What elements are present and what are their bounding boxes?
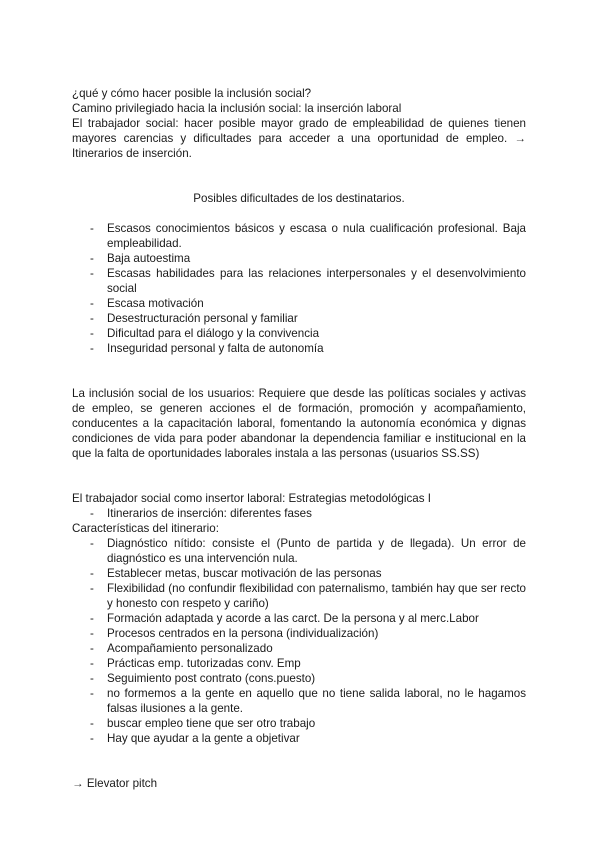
list-item: - Escasa motivación xyxy=(90,297,204,310)
caracteristicas-list xyxy=(72,536,526,746)
list-item: - Dificultad para el diálogo y la convivencia xyxy=(90,327,320,340)
list-item: - Prácticas emp. tutorizadas conv. Emp xyxy=(90,657,301,670)
list-item: - Flexibilidad (no confundir flexibilidad con paternalismo, también hay que ser recto y honesto con respeto y cariño) xyxy=(90,582,526,610)
list-item: - buscar empleo tiene que ser otro trabajo xyxy=(90,717,316,730)
list-item: - Formación adaptada y acorde a las carct. De la persona y al merc.Labor xyxy=(90,612,479,625)
inclusion-paragraph: La inclusión social de los usuarios: Requiere que desde las políticas sociales y activas de empleo, se generen acciones el de formación, promoción y acompañamiento, conducentes a la capacitación laboral, fomentando la autonomía económica y dignas condiciones de vida para poder abandonar la dependencia familiar e institucional en la que la falta de oportunidades laborales instala a las personas (usuarios SS.SS) xyxy=(72,387,526,460)
insertor-sub-list xyxy=(72,506,526,521)
list-item: - Seguimiento post contrato (cons.puesto) xyxy=(90,672,316,685)
list-item: - Hay que ayudar a la gente a objetivar xyxy=(90,732,300,745)
list-item: - Itinerarios de inserción: diferentes fases xyxy=(90,507,312,520)
dificultades-title: Posibles dificultades de los destinatarios. xyxy=(193,192,405,205)
intro-trabajador: El trabajador social: hacer posible mayor grado de empleabilidad de quienes tienen mayores carencias y dificultades para acceder a una oportunidad de empleo. → Itinerarios de inserción. xyxy=(72,117,526,160)
list-item: - Acompañamiento personalizado xyxy=(90,642,273,655)
list-item: - no formemos a la gente en aquello que no tiene salida laboral, no le hagamos falsas ilusiones a la gente. xyxy=(90,687,526,715)
insertor-title: El trabajador social como insertor laboral: Estrategias metodológicas I xyxy=(72,492,431,505)
list-item: - Inseguridad personal y falta de autonomía xyxy=(90,342,324,355)
elevator-pitch: → Elevator pitch xyxy=(72,777,158,790)
list-item: - Desestructuración personal y familiar xyxy=(90,312,298,325)
list-item: - Escasos conocimientos básicos y escasa o nula cualificación profesional. Baja empleabilidad. xyxy=(90,222,526,250)
document-page xyxy=(72,86,526,791)
list-item: - Escasas habilidades para las relaciones interpersonales y el desenvolvimiento social xyxy=(90,267,526,295)
list-item: - Establecer metas, buscar motivación de las personas xyxy=(90,567,382,580)
caracteristicas-heading: Características del itinerario: xyxy=(72,522,219,535)
intro-camino: Camino privilegiado hacia la inclusión social: la inserción laboral xyxy=(72,102,402,115)
dificultades-list xyxy=(72,221,526,356)
list-item: - Procesos centrados en la persona (individualización) xyxy=(90,627,379,640)
intro-question: ¿qué y cómo hacer posible la inclusión social? xyxy=(72,87,312,100)
list-item: - Diagnóstico nítido: consiste el (Punto de partida y de llegada). Un error de diagnóstico es una intervención nula. xyxy=(90,537,526,565)
list-item: - Baja autoestima xyxy=(90,252,191,265)
